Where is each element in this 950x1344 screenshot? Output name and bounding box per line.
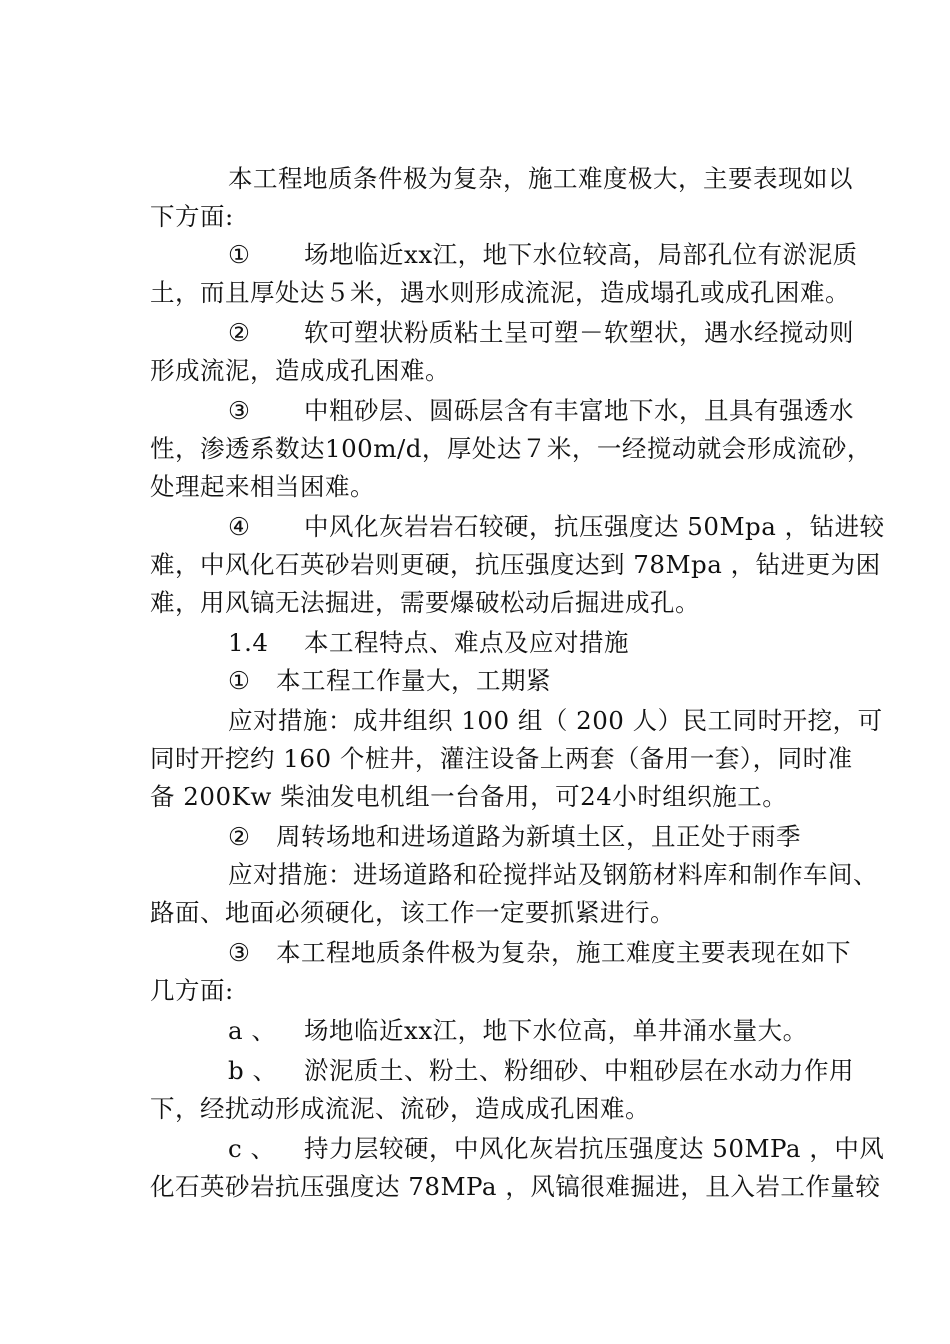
text-line: 难，中风化石英砂岩则更硬，抗压强度达到 78Mpa ，钻进更为困: [150, 550, 881, 579]
paragraph-line: [150, 1168, 880, 1206]
circled-number-marker: ①: [228, 240, 251, 269]
list-item-line: [228, 1130, 885, 1168]
text-line: 持力层较硬，中风化灰岩抗压强度达 50MPa ，中风: [304, 1134, 885, 1163]
list-item-line: [228, 818, 878, 856]
paragraph-line: [228, 702, 883, 740]
letter-marker: a 、: [228, 1016, 277, 1045]
text-line: 备 200Kw 柴油发电机组一台备用，可24小时组织施工。: [150, 782, 788, 811]
section-number: 1.4: [228, 628, 269, 657]
text-line: 中粗砂层、圆砾层含有丰富地下水，且具有强透水: [304, 396, 854, 425]
list-item-line: [228, 934, 878, 972]
text-line: 中风化灰岩岩石较硬，抗压强度达 50Mpa ，钻进较: [304, 512, 885, 541]
text-line: 淤泥质土、粉土、粉细砂、中粗砂层在水动力作用: [304, 1056, 854, 1085]
list-item-line: [228, 314, 878, 352]
paragraph-line: [150, 352, 880, 390]
circled-number-marker: ③: [228, 396, 251, 425]
text-line: 场地临近xx江，地下水位高，单井涌水量大。: [304, 1016, 808, 1045]
section-heading: [228, 624, 878, 662]
text-line: 本工程工作量大，工期紧: [276, 666, 551, 695]
text-line: 本工程地质条件极为复杂，施工难度主要表现在如下: [276, 938, 851, 967]
text-line: 下方面:: [150, 202, 234, 231]
paragraph-line: [150, 1090, 880, 1128]
list-item-line: [228, 1052, 878, 1090]
text-line: 处理起来相当困难。: [150, 472, 375, 501]
text-line: 下，经扰动形成流泥、流砂，造成成孔困难。: [150, 1094, 650, 1123]
paragraph-line: [150, 740, 880, 778]
letter-marker: c 、: [228, 1134, 276, 1163]
text-line: 同时开挖约 160 个桩井，灌注设备上两套（备用一套），同时准: [150, 744, 853, 773]
text-line: 软可塑状粉质粘土呈可塑－软塑状，遇水经搅动则: [304, 318, 854, 347]
paragraph-line: [150, 430, 880, 468]
paragraph-line: [228, 160, 878, 198]
text-line: 化石英砂岩抗压强度达 78MPa ，风镐很难掘进，且入岩工作量较: [150, 1172, 881, 1201]
text-line: 几方面:: [150, 976, 234, 1005]
circled-number-marker: ①: [228, 666, 251, 695]
letter-marker: b 、: [228, 1056, 278, 1085]
paragraph-line: [150, 972, 880, 1010]
paragraph-line: [150, 274, 880, 312]
paragraph-line: [150, 468, 880, 506]
list-item-line: [228, 392, 878, 430]
paragraph-line: [150, 584, 880, 622]
text-line: 难，用风镐无法掘进，需要爆破松动后掘进成孔。: [150, 588, 700, 617]
list-item-line: [228, 236, 878, 274]
text-line: 性，渗透系数达100m/d，厚处达７米，一经搅动就会形成流砂，: [150, 434, 872, 463]
text-line: 场地临近xx江，地下水位较高，局部孔位有淤泥质: [304, 240, 858, 269]
paragraph-line: [228, 856, 878, 894]
list-item-line: [228, 1012, 878, 1050]
list-item-line: [228, 662, 878, 700]
paragraph-line: [150, 546, 880, 584]
text-line: 应对措施：进场道路和砼搅拌站及钢筋材料库和制作车间、: [228, 860, 878, 889]
circled-number-marker: ④: [228, 512, 251, 541]
paragraph-line: [150, 778, 880, 816]
text-line: 路面、地面必须硬化，该工作一定要抓紧进行。: [150, 898, 675, 927]
circled-number-marker: ②: [228, 318, 251, 347]
circled-number-marker: ②: [228, 822, 251, 851]
text-line: 应对措施：成井组织 100 组（ 200 人）民工同时开挖，可: [228, 706, 883, 735]
list-item-line: [228, 508, 885, 546]
circled-number-marker: ③: [228, 938, 251, 967]
text-line: 形成流泥，造成成孔困难。: [150, 356, 450, 385]
text-line: 土，而且厚处达５米，遇水则形成流泥，造成塌孔或成孔困难。: [150, 278, 850, 307]
text-line: 周转场地和进场道路为新填土区，且正处于雨季: [276, 822, 801, 851]
paragraph-line: [150, 198, 880, 236]
section-title: 本工程特点、难点及应对措施: [304, 628, 629, 657]
paragraph-line: [150, 894, 880, 932]
text-line: 本工程地质条件极为复杂，施工难度极大，主要表现如以: [228, 164, 853, 193]
